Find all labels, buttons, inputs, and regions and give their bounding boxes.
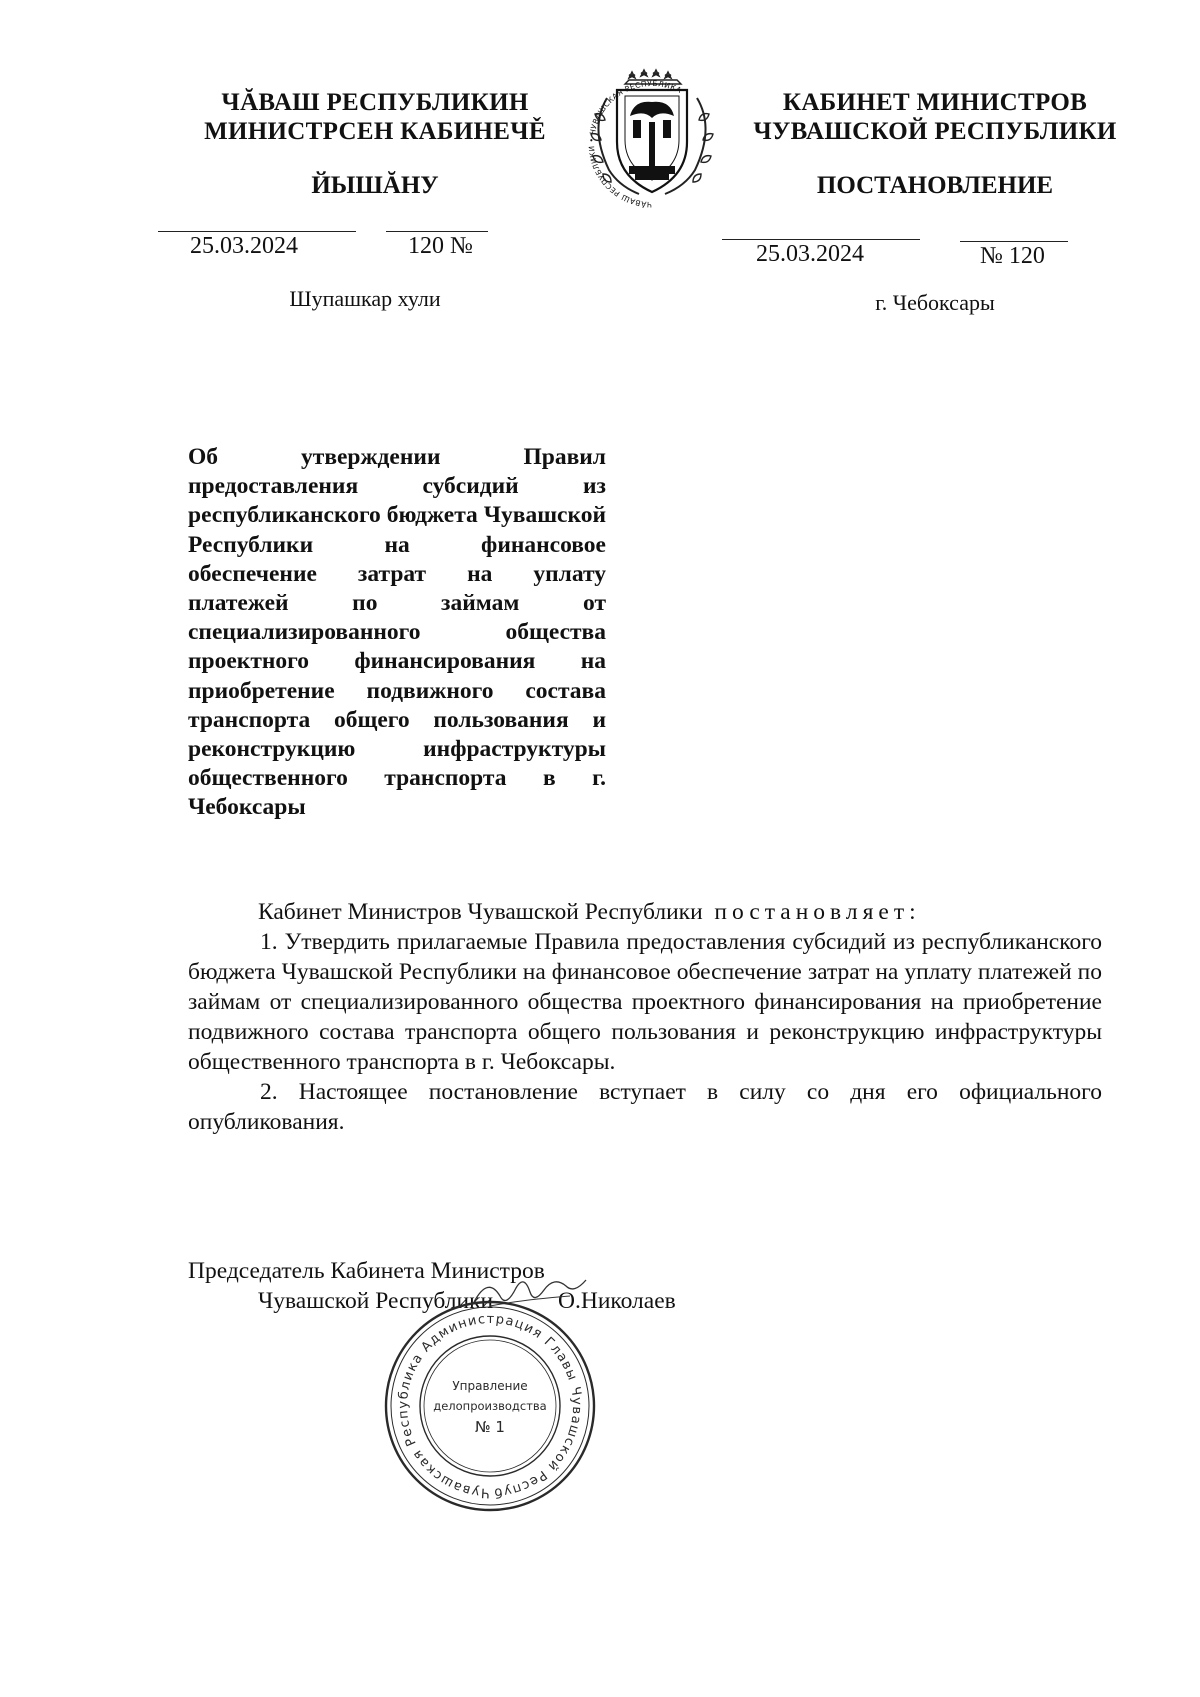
stamp-ring-text: Чувашская Республика Администрация Главы Чувашской Респуб xyxy=(395,1311,585,1501)
stamp-center-line2: делопроизводства xyxy=(433,1399,547,1413)
header-left-line1: ЧĂВАШ РЕСПУБЛИКИН xyxy=(221,89,529,116)
emblem-ring-text: ЧĂВАШ РЕСПУБЛИКИ • ЧУВАШСКАЯ РЕСПУБЛИКА xyxy=(587,78,684,208)
intro-text: Кабинет Министров Чувашской Республики xyxy=(258,899,703,925)
intro-paragraph xyxy=(188,897,1102,927)
chuvash-coat-of-arms-icon xyxy=(577,64,727,208)
item-1: 1. Утвердить прилагаемые Правила предоставления субсидий из республиканского бюджета Чувашской Республики на финансовое обеспечение затрат на уплату платежей по займам от специализированного общества проектного финансирования на приобретение подвижного состава транспорта общего пользования и реконструкцию инфраструктуры общественного транспорта в г. Чебоксары. xyxy=(188,929,1102,1075)
signature-position-line2: Чувашской Республики xyxy=(258,1288,494,1314)
header-left-title xyxy=(160,88,590,146)
intro-verb: постановляет: xyxy=(714,899,921,925)
item-2: 2. Настоящее постановление вступает в силу со дня его официального опубликования. xyxy=(188,1079,1102,1135)
header-right-line1: КАБИНЕТ МИНИСТРОВ xyxy=(782,89,1088,116)
header-left-line2: МИНИСТРСЕН КАБИНЕЧĚ xyxy=(204,118,546,145)
signature-position-line1: Председатель Кабинета Министров xyxy=(188,1258,545,1284)
header-left-place: Шупашкар хули xyxy=(289,286,441,311)
official-stamp xyxy=(380,1296,600,1516)
stamp-center-line3: № 1 xyxy=(475,1418,505,1436)
header-right-title xyxy=(735,88,1135,146)
document-body xyxy=(188,897,1102,1137)
stamp-seal-icon xyxy=(380,1296,600,1516)
header-left-date: 25.03.2024 xyxy=(190,233,298,259)
header-left-doc-type: ЙЫШĂНУ xyxy=(311,172,439,199)
stamp-center-line1: Управление xyxy=(452,1379,528,1393)
header-right-line2: ЧУВАШСКОЙ РЕСПУБЛИКИ xyxy=(753,118,1117,145)
header-right-place: г. Чебоксары xyxy=(875,290,995,315)
header-left-number: 120 № xyxy=(408,233,473,259)
header-right-doc-type: ПОСТАНОВЛЕНИЕ xyxy=(816,172,1054,199)
header-right-number: № 120 xyxy=(980,243,1045,269)
header-right-date: 25.03.2024 xyxy=(756,241,864,267)
document-title: Об утверждении Правил предоставления субсидий из республиканского бюджета Чувашской Республики на финансовое обеспечение затрат на уплату платежей по займам от специализированного общества проектного финансирования на приобретение подвижного состава транспорта общего пользования и реконструкцию инфраструктуры общественного транспорта в г. Чебоксары xyxy=(188,444,606,821)
signature-name: О.Николаев xyxy=(558,1288,676,1314)
coat-of-arms xyxy=(577,64,727,208)
